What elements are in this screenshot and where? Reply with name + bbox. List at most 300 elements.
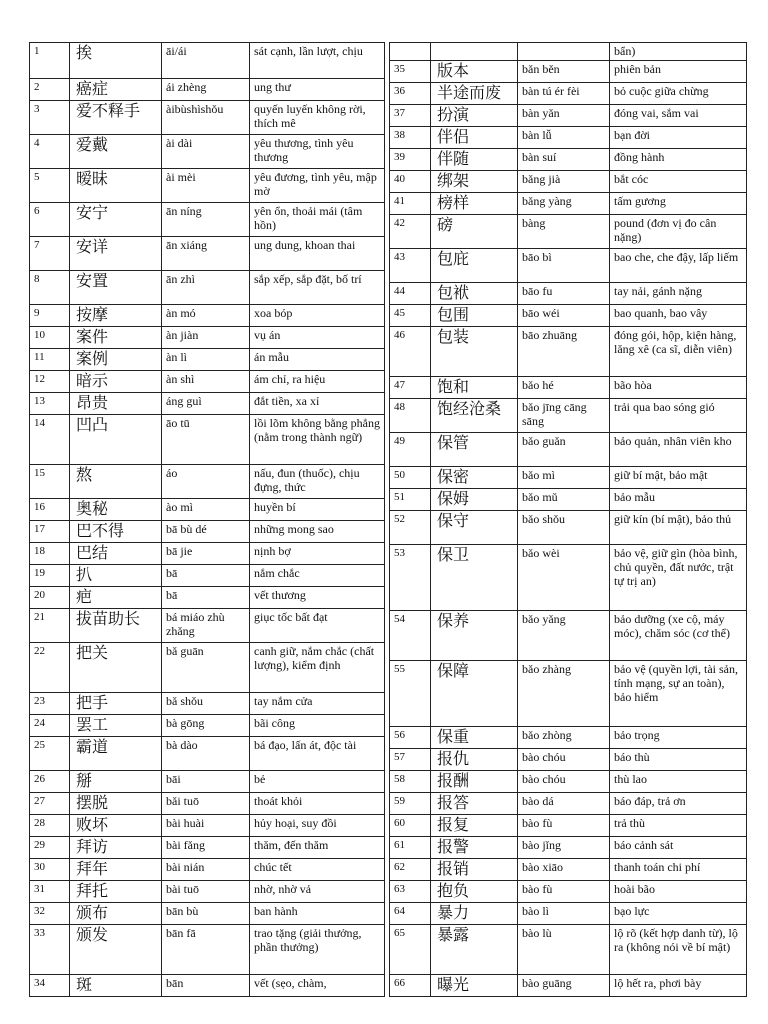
- vocab-row: [30, 393, 385, 415]
- entry-hanzi: 包装: [431, 327, 518, 377]
- entry-hanzi: 保姆: [431, 489, 518, 511]
- vocab-row: [390, 771, 747, 793]
- entry-hanzi: 包袱: [431, 283, 518, 305]
- entry-number: 62: [390, 859, 431, 881]
- entry-number: 38: [390, 127, 431, 149]
- entry-number: 5: [30, 169, 70, 203]
- entry-hanzi: 保密: [431, 467, 518, 489]
- entry-number: 44: [390, 283, 431, 305]
- entry-hanzi: 半途而废: [431, 83, 518, 105]
- entry-pinyin: bá miáo zhù zhǎng: [162, 609, 250, 643]
- entry-hanzi: 安置: [70, 271, 162, 305]
- entry-hanzi: 颁布: [70, 903, 162, 925]
- entry-number: 55: [390, 661, 431, 727]
- entry-hanzi: 掰: [70, 771, 162, 793]
- entry-meaning: tay nải, gánh nặng: [610, 283, 747, 305]
- entry-number: 36: [390, 83, 431, 105]
- vocab-row: [390, 305, 747, 327]
- entry-meaning: nấu, đun (thuốc), chịu đựng, thức: [250, 465, 385, 499]
- vocab-row: [30, 271, 385, 305]
- entry-pinyin: bào lì: [518, 903, 610, 925]
- vocab-row: [390, 511, 747, 545]
- entry-pinyin: ān zhì: [162, 271, 250, 305]
- entry-number: 34: [30, 975, 70, 997]
- vocab-row: [30, 815, 385, 837]
- vocab-row: [30, 135, 385, 169]
- entry-meaning: pound (đơn vị đo cân nặng): [610, 215, 747, 249]
- entry-hanzi: 保守: [431, 511, 518, 545]
- vocab-row: [390, 611, 747, 661]
- entry-meaning: xoa bóp: [250, 305, 385, 327]
- vocab-row: [390, 61, 747, 83]
- entry-hanzi: 案例: [70, 349, 162, 371]
- entry-hanzi: 凹凸: [70, 415, 162, 465]
- vocab-row: [30, 521, 385, 543]
- entry-meaning: nắm chắc: [250, 565, 385, 587]
- entry-hanzi: [431, 43, 518, 61]
- entry-number: 58: [390, 771, 431, 793]
- entry-hanzi: 按摩: [70, 305, 162, 327]
- entry-hanzi: 版本: [431, 61, 518, 83]
- vocab-row: [30, 305, 385, 327]
- entry-number: 45: [390, 305, 431, 327]
- entry-meaning: ám chỉ, ra hiệu: [250, 371, 385, 393]
- entry-meaning: vết (sẹo, chàm,: [250, 975, 385, 997]
- entry-number: 1: [30, 43, 70, 79]
- entry-meaning: bảo mẫu: [610, 489, 747, 511]
- entry-number: 54: [390, 611, 431, 661]
- entry-number: 16: [30, 499, 70, 521]
- entry-pinyin: ái zhèng: [162, 79, 250, 101]
- vocab-row: [30, 415, 385, 465]
- entry-pinyin: bào dá: [518, 793, 610, 815]
- vocab-row: [390, 215, 747, 249]
- entry-meaning: giữ bí mật, bảo mật: [610, 467, 747, 489]
- entry-pinyin: bǎo yǎng: [518, 611, 610, 661]
- vocab-row: [390, 815, 747, 837]
- entry-meaning: bá đạo, lấn át, độc tài: [250, 737, 385, 771]
- entry-hanzi: 挨: [70, 43, 162, 79]
- vocabulary-table-left-body: [30, 43, 385, 997]
- entry-hanzi: 拜托: [70, 881, 162, 903]
- entry-number: 15: [30, 465, 70, 499]
- entry-meaning: bảo dưỡng (xe cộ, máy móc), chăm sóc (cơ thể): [610, 611, 747, 661]
- entry-pinyin: bān: [162, 975, 250, 997]
- entry-pinyin: bài tuō: [162, 881, 250, 903]
- vocab-row: [30, 499, 385, 521]
- entry-hanzi: 饱和: [431, 377, 518, 399]
- entry-hanzi: 绑架: [431, 171, 518, 193]
- vocab-row: [30, 609, 385, 643]
- entry-number: 9: [30, 305, 70, 327]
- entry-number: 19: [30, 565, 70, 587]
- entry-hanzi: 曝光: [431, 975, 518, 997]
- vocab-row: [30, 643, 385, 693]
- entry-meaning: nịnh bợ: [250, 543, 385, 565]
- entry-pinyin: bāo wéi: [518, 305, 610, 327]
- entry-hanzi: 暴露: [431, 925, 518, 975]
- entry-pinyin: ài mèi: [162, 169, 250, 203]
- vocab-row: [390, 837, 747, 859]
- entry-meaning: hoài bão: [610, 881, 747, 903]
- entry-meaning: bạn đời: [610, 127, 747, 149]
- vocab-row: [30, 349, 385, 371]
- vocab-row: [390, 127, 747, 149]
- entry-number: 6: [30, 203, 70, 237]
- entry-hanzi: 保养: [431, 611, 518, 661]
- vocab-row: [30, 79, 385, 101]
- entry-number: 30: [30, 859, 70, 881]
- entry-pinyin: bào lù: [518, 925, 610, 975]
- entry-pinyin: bǎo mì: [518, 467, 610, 489]
- entry-number: 37: [390, 105, 431, 127]
- entry-hanzi: 榜样: [431, 193, 518, 215]
- entry-meaning: báo đáp, trả ơn: [610, 793, 747, 815]
- entry-number: 41: [390, 193, 431, 215]
- entry-number: 21: [30, 609, 70, 643]
- entry-meaning: thoát khỏi: [250, 793, 385, 815]
- entry-meaning: giữ kín (bí mật), bảo thủ: [610, 511, 747, 545]
- entry-pinyin: bā jie: [162, 543, 250, 565]
- entry-pinyin: bài huài: [162, 815, 250, 837]
- vocabulary-table-right: [389, 42, 747, 997]
- entry-pinyin: bài nián: [162, 859, 250, 881]
- vocab-row: [30, 975, 385, 997]
- entry-number: 66: [390, 975, 431, 997]
- vocab-row: [390, 193, 747, 215]
- entry-hanzi: 拜年: [70, 859, 162, 881]
- entry-meaning: ung thư: [250, 79, 385, 101]
- entry-meaning: đắt tiền, xa xỉ: [250, 393, 385, 415]
- entry-number: 43: [390, 249, 431, 283]
- entry-meaning: yêu đương, tình yêu, mập mờ: [250, 169, 385, 203]
- entry-meaning: báo cảnh sát: [610, 837, 747, 859]
- entry-pinyin: āo tū: [162, 415, 250, 465]
- entry-number: 31: [30, 881, 70, 903]
- entry-pinyin: ài dài: [162, 135, 250, 169]
- vocab-row: [30, 715, 385, 737]
- vocab-row: [30, 237, 385, 271]
- entry-meaning: lộ rõ (kết hợp danh từ), lộ ra (không nói về bí mật): [610, 925, 747, 975]
- entry-pinyin: ào mì: [162, 499, 250, 521]
- entry-meaning: trao tặng (giải thưởng, phần thưởng): [250, 925, 385, 975]
- entry-hanzi: 爱不释手: [70, 101, 162, 135]
- entry-meaning: thăm, đến thăm: [250, 837, 385, 859]
- entry-hanzi: 保管: [431, 433, 518, 467]
- entry-meaning: bẻ: [250, 771, 385, 793]
- entry-pinyin: bào xiāo: [518, 859, 610, 881]
- entry-hanzi: 暧昧: [70, 169, 162, 203]
- entry-pinyin: bāi: [162, 771, 250, 793]
- entry-number: 50: [390, 467, 431, 489]
- entry-hanzi: 伴随: [431, 149, 518, 171]
- vocabulary-table-right-body: [390, 43, 747, 997]
- vocab-row: [390, 43, 747, 61]
- entry-hanzi: 保卫: [431, 545, 518, 611]
- entry-meaning: ban hành: [250, 903, 385, 925]
- vocab-row: [390, 433, 747, 467]
- entry-meaning: trả thù: [610, 815, 747, 837]
- entry-pinyin: bǎo mǔ: [518, 489, 610, 511]
- entry-number: 28: [30, 815, 70, 837]
- vocab-row: [390, 749, 747, 771]
- entry-pinyin: bǎ shǒu: [162, 693, 250, 715]
- entry-hanzi: 疤: [70, 587, 162, 609]
- entry-pinyin: ān níng: [162, 203, 250, 237]
- entry-number: [390, 43, 431, 61]
- entry-pinyin: bàn suí: [518, 149, 610, 171]
- entry-pinyin: bàn tú ér fèi: [518, 83, 610, 105]
- entry-hanzi: 保重: [431, 727, 518, 749]
- entry-number: 10: [30, 327, 70, 349]
- entry-meaning: bảo vệ (quyền lợi, tài sản, tính mạng, sự an toàn), bảo hiểm: [610, 661, 747, 727]
- entry-pinyin: bào guāng: [518, 975, 610, 997]
- entry-number: 26: [30, 771, 70, 793]
- vocab-row: [30, 465, 385, 499]
- entry-pinyin: àn jiàn: [162, 327, 250, 349]
- entry-number: 22: [30, 643, 70, 693]
- vocab-row: [390, 377, 747, 399]
- vocab-row: [30, 43, 385, 79]
- vocab-row: [390, 105, 747, 127]
- entry-number: 20: [30, 587, 70, 609]
- entry-pinyin: bāo fu: [518, 283, 610, 305]
- entry-meaning: bảo quản, nhân viên kho: [610, 433, 747, 467]
- entry-pinyin: bǎo jīng cāng sāng: [518, 399, 610, 433]
- entry-meaning: lộ hết ra, phơi bày: [610, 975, 747, 997]
- entry-number: 8: [30, 271, 70, 305]
- vocab-row: [390, 859, 747, 881]
- vocab-row: [30, 837, 385, 859]
- vocab-row: [390, 399, 747, 433]
- entry-pinyin: bǎ guān: [162, 643, 250, 693]
- vocab-row: [30, 169, 385, 203]
- vocab-row: [30, 903, 385, 925]
- entry-number: 46: [390, 327, 431, 377]
- entry-meaning: huyền bí: [250, 499, 385, 521]
- vocab-row: [30, 693, 385, 715]
- entry-meaning: đồng hành: [610, 149, 747, 171]
- vocab-row: [390, 903, 747, 925]
- entry-meaning: bảo trọng: [610, 727, 747, 749]
- entry-pinyin: bā: [162, 565, 250, 587]
- entry-number: 33: [30, 925, 70, 975]
- entry-pinyin: àn mó: [162, 305, 250, 327]
- entry-number: 24: [30, 715, 70, 737]
- vocab-row: [30, 587, 385, 609]
- entry-hanzi: 饱经沧桑: [431, 399, 518, 433]
- entry-hanzi: 摆脱: [70, 793, 162, 815]
- entry-meaning: bãi công: [250, 715, 385, 737]
- entry-pinyin: bǎo zhòng: [518, 727, 610, 749]
- entry-hanzi: 包围: [431, 305, 518, 327]
- entry-number: 7: [30, 237, 70, 271]
- vocab-row: [30, 565, 385, 587]
- entry-pinyin: bāo bì: [518, 249, 610, 283]
- vocab-row: [30, 925, 385, 975]
- entry-number: 53: [390, 545, 431, 611]
- entry-hanzi: 保障: [431, 661, 518, 727]
- entry-meaning: chúc tết: [250, 859, 385, 881]
- entry-number: 64: [390, 903, 431, 925]
- entry-meaning: bắt cóc: [610, 171, 747, 193]
- entry-pinyin: [518, 43, 610, 61]
- entry-hanzi: 斑: [70, 975, 162, 997]
- vocab-row: [30, 771, 385, 793]
- entry-pinyin: bài fǎng: [162, 837, 250, 859]
- entry-meaning: yêu thương, tình yêu thương: [250, 135, 385, 169]
- entry-hanzi: 拔苗助长: [70, 609, 162, 643]
- entry-hanzi: 拜访: [70, 837, 162, 859]
- entry-meaning: bao che, che đậy, lấp liếm: [610, 249, 747, 283]
- entry-meaning: những mong sao: [250, 521, 385, 543]
- entry-pinyin: bàng: [518, 215, 610, 249]
- entry-number: 59: [390, 793, 431, 815]
- entry-hanzi: 把手: [70, 693, 162, 715]
- entry-pinyin: bǎo zhàng: [518, 661, 610, 727]
- entry-meaning: quyến luyến không rời, thích mê: [250, 101, 385, 135]
- entry-number: 61: [390, 837, 431, 859]
- entry-hanzi: 报答: [431, 793, 518, 815]
- entry-meaning: vụ án: [250, 327, 385, 349]
- entry-pinyin: bǎo guǎn: [518, 433, 610, 467]
- entry-pinyin: bǎi tuō: [162, 793, 250, 815]
- entry-number: 49: [390, 433, 431, 467]
- entry-hanzi: 癌症: [70, 79, 162, 101]
- entry-number: 39: [390, 149, 431, 171]
- entry-number: 35: [390, 61, 431, 83]
- entry-meaning: canh giữ, nắm chắc (chất lượng), kiểm định: [250, 643, 385, 693]
- vocab-row: [30, 203, 385, 237]
- entry-hanzi: 磅: [431, 215, 518, 249]
- entry-meaning: yên ổn, thoải mái (tâm hồn): [250, 203, 385, 237]
- entry-meaning: bẩn): [610, 43, 747, 61]
- entry-number: 2: [30, 79, 70, 101]
- entry-hanzi: 报仇: [431, 749, 518, 771]
- entry-number: 32: [30, 903, 70, 925]
- entry-pinyin: bàn lǚ: [518, 127, 610, 149]
- vocab-row: [390, 545, 747, 611]
- vocab-row: [390, 249, 747, 283]
- entry-meaning: sát cạnh, lần lượt, chịu: [250, 43, 385, 79]
- entry-number: 42: [390, 215, 431, 249]
- vocab-row: [390, 925, 747, 975]
- entry-number: 23: [30, 693, 70, 715]
- vocab-row: [30, 881, 385, 903]
- entry-pinyin: bǎo wèi: [518, 545, 610, 611]
- entry-number: 65: [390, 925, 431, 975]
- entry-pinyin: āi/ái: [162, 43, 250, 79]
- entry-hanzi: 报销: [431, 859, 518, 881]
- entry-pinyin: àn shì: [162, 371, 250, 393]
- entry-pinyin: bǎn běn: [518, 61, 610, 83]
- entry-meaning: thanh toán chi phí: [610, 859, 747, 881]
- entry-pinyin: bǎng jià: [518, 171, 610, 193]
- vocab-row: [390, 881, 747, 903]
- vocab-row: [390, 171, 747, 193]
- vocab-row: [30, 371, 385, 393]
- entry-meaning: nhờ, nhờ vả: [250, 881, 385, 903]
- entry-number: 47: [390, 377, 431, 399]
- entry-meaning: lồi lõm không bằng phẳng (nằm trong thành ngữ): [250, 415, 385, 465]
- entry-pinyin: bān bù: [162, 903, 250, 925]
- entry-hanzi: 报复: [431, 815, 518, 837]
- entry-pinyin: bǎo shǒu: [518, 511, 610, 545]
- entry-pinyin: bǎng yàng: [518, 193, 610, 215]
- entry-hanzi: 霸道: [70, 737, 162, 771]
- vocab-row: [390, 975, 747, 997]
- entry-hanzi: 安宁: [70, 203, 162, 237]
- entry-pinyin: áng guì: [162, 393, 250, 415]
- entry-pinyin: ān xiáng: [162, 237, 250, 271]
- vocab-row: [30, 859, 385, 881]
- entry-hanzi: 案件: [70, 327, 162, 349]
- vocab-row: [30, 101, 385, 135]
- entry-meaning: bảo vệ, giữ gìn (hòa bình, chủ quyền, đất nước, trật tự trị an): [610, 545, 747, 611]
- vocab-row: [30, 543, 385, 565]
- entry-meaning: bỏ cuộc giữa chừng: [610, 83, 747, 105]
- entry-number: 51: [390, 489, 431, 511]
- entry-hanzi: 巴结: [70, 543, 162, 565]
- entry-hanzi: 奥秘: [70, 499, 162, 521]
- entry-meaning: trải qua bao sóng gió: [610, 399, 747, 433]
- vocab-row: [390, 327, 747, 377]
- entry-number: 27: [30, 793, 70, 815]
- entry-pinyin: bāo zhuāng: [518, 327, 610, 377]
- entry-meaning: giục tốc bất đạt: [250, 609, 385, 643]
- entry-hanzi: 爱戴: [70, 135, 162, 169]
- entry-number: 18: [30, 543, 70, 565]
- entry-meaning: án mẫu: [250, 349, 385, 371]
- entry-meaning: vết thương: [250, 587, 385, 609]
- entry-hanzi: 抱负: [431, 881, 518, 903]
- vocab-row: [390, 149, 747, 171]
- entry-number: 17: [30, 521, 70, 543]
- entry-meaning: hủy hoại, suy đồi: [250, 815, 385, 837]
- entry-meaning: đóng vai, sắm vai: [610, 105, 747, 127]
- entry-number: 14: [30, 415, 70, 465]
- entry-number: 13: [30, 393, 70, 415]
- entry-pinyin: bà dào: [162, 737, 250, 771]
- entry-hanzi: 颁发: [70, 925, 162, 975]
- entry-meaning: bão hòa: [610, 377, 747, 399]
- entry-hanzi: 败坏: [70, 815, 162, 837]
- entry-number: 60: [390, 815, 431, 837]
- entry-meaning: bạo lực: [610, 903, 747, 925]
- entry-pinyin: àn lì: [162, 349, 250, 371]
- entry-pinyin: bà gōng: [162, 715, 250, 737]
- entry-number: 40: [390, 171, 431, 193]
- entry-meaning: ung dung, khoan thai: [250, 237, 385, 271]
- entry-number: 57: [390, 749, 431, 771]
- entry-number: 11: [30, 349, 70, 371]
- vocab-row: [390, 83, 747, 105]
- entry-pinyin: bā: [162, 587, 250, 609]
- entry-hanzi: 昂贵: [70, 393, 162, 415]
- entry-hanzi: 扒: [70, 565, 162, 587]
- entry-hanzi: 伴侣: [431, 127, 518, 149]
- entry-meaning: bao quanh, bao vây: [610, 305, 747, 327]
- entry-number: 3: [30, 101, 70, 135]
- entry-pinyin: àibùshìshǒu: [162, 101, 250, 135]
- entry-hanzi: 熬: [70, 465, 162, 499]
- vocab-row: [390, 793, 747, 815]
- entry-hanzi: 罢工: [70, 715, 162, 737]
- entry-pinyin: bān fā: [162, 925, 250, 975]
- entry-hanzi: 暗示: [70, 371, 162, 393]
- entry-hanzi: 扮演: [431, 105, 518, 127]
- entry-hanzi: 包庇: [431, 249, 518, 283]
